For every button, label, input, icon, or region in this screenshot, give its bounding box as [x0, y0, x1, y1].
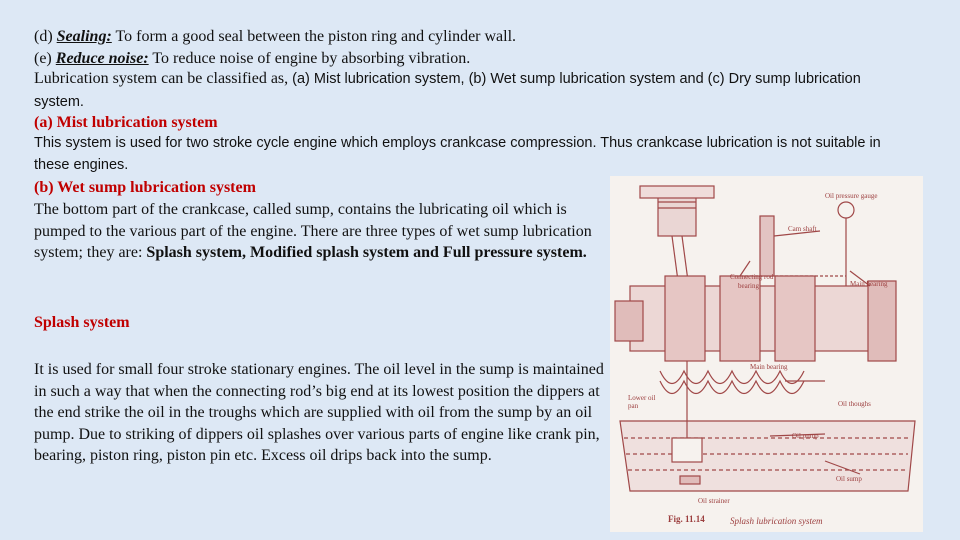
figure-number: Fig. 11.14 — [668, 514, 705, 524]
label-oil-troughs: Oil thoughs — [838, 400, 871, 408]
splash-lubrication-diagram — [610, 176, 923, 532]
figure-caption: Splash lubrication system — [730, 516, 823, 526]
noise-prefix: (e) — [34, 50, 56, 67]
sealing-prefix: (d) — [34, 28, 57, 45]
classification-items: (a) Mist lubrication system, (b) Wet sump lubrication system and (c) Dry sump lubrication system. — [34, 71, 861, 110]
noise-term: Reduce noise: — [55, 50, 149, 67]
mist-heading: (a) Mist lubrication system — [34, 114, 218, 131]
piston-icon — [658, 194, 696, 236]
label-main-bearing-mid: Main bearing — [750, 363, 788, 371]
label-lower-oil-pan-1: Lower oil — [628, 394, 656, 402]
oil-sump-icon — [620, 421, 915, 491]
main-bearing-icon — [868, 281, 896, 361]
splash-heading: Splash system — [34, 314, 130, 331]
mist-text: This system is used for two stroke cycle engine which employs crankcase compression. Thus crankcase lubrication is not suitable in these engines. — [34, 135, 881, 173]
label-oil-pressure-gauge: Oil pressure gauge — [825, 192, 878, 200]
label-oil-sump: Oil sump — [836, 475, 862, 483]
classification-lead: Lubrication system can be classified as, — [34, 70, 293, 87]
wet-types: Splash system, Modified splash system and Full pressure system. — [146, 244, 587, 261]
wet-description: The bottom part of the crankcase, called sump, contains the lubricating oil which is pumped to the various part of the engine. There are three types of wet sump lubrication system; they are: — [34, 201, 592, 261]
splash-lubrication-figure — [610, 176, 923, 532]
label-cam-shaft: Cam shaft — [788, 225, 817, 233]
sealing-text: To form a good seal between the piston ring and cylinder wall. — [111, 28, 517, 45]
wet-heading: (b) Wet sump lubrication system — [34, 179, 256, 196]
pressure-gauge-icon — [838, 202, 854, 218]
oil-pump-icon — [672, 438, 702, 462]
splash-text: It is used for small four stroke stationary engines. The oil level in the sump is maintained in such a way that when the connecting rod’s big end at its lowest position the dippers at the end strike the oil in the troughs which are supplied with oil from the sump by an oil pump. Due to striking of dippers oil splashes over various parts of engine like crank pin, bearing, piston ring, piston pin etc. Excess oil drips back into the sump. — [34, 361, 604, 464]
label-lower-oil-pan-2: pan — [628, 402, 639, 410]
cam-shaft-icon — [760, 216, 774, 276]
label-connecting-rod-2: bearing — [738, 282, 759, 290]
noise-text: To reduce noise of engine by absorbing vibration. — [148, 50, 471, 67]
oil-strainer-icon — [680, 476, 700, 484]
sealing-line — [34, 26, 516, 48]
label-oil-strainer: Oil strainer — [698, 497, 730, 505]
label-oil-pump: Oil pump — [792, 432, 819, 440]
label-main-bearing-top: Main bearing — [850, 280, 888, 288]
label-connecting-rod-1: Connecting rod — [730, 273, 774, 281]
sealing-term: Sealing: — [56, 28, 112, 45]
wet-text — [34, 199, 604, 264]
classification-paragraph — [34, 68, 914, 113]
noise-line — [34, 48, 470, 70]
